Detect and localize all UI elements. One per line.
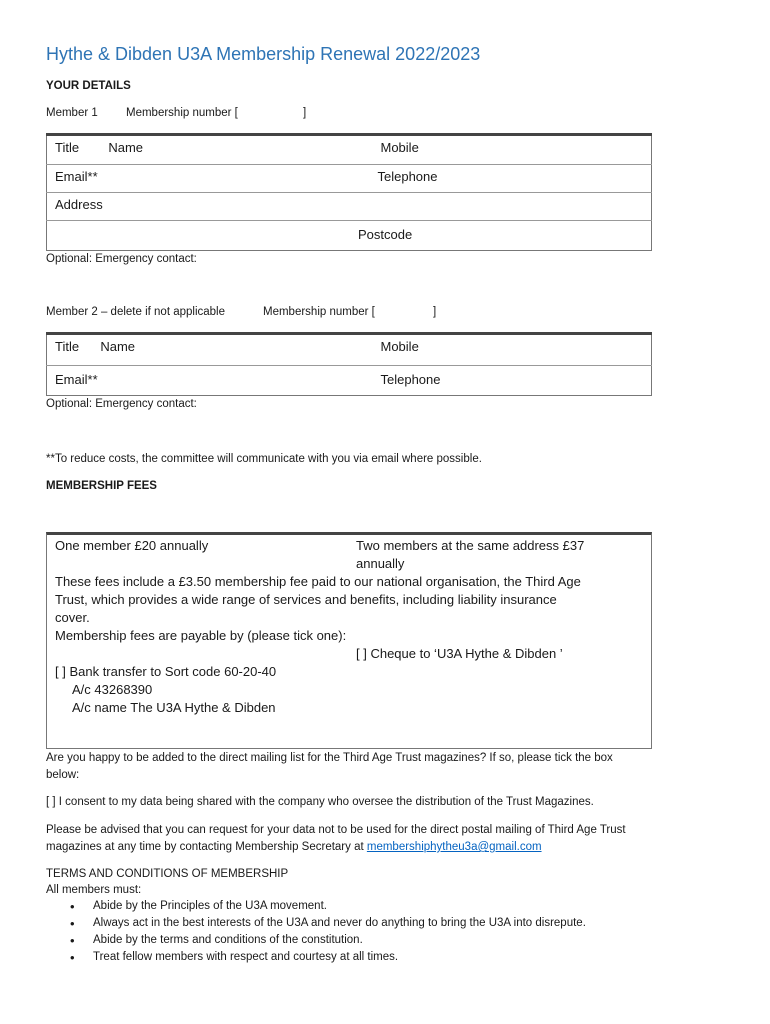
fee-two-members-line1: Two members at the same address £37 (356, 538, 585, 553)
terms-item: • Treat fellow members with respect and courtesy at all times. (46, 951, 586, 968)
data-advice-line2 (46, 841, 542, 853)
terms-item: • Abide by the terms and conditions of the constitution. (46, 934, 586, 951)
member1-number-close: ] (303, 107, 307, 119)
member2-telephone-label: Telephone (380, 372, 441, 387)
page-title: Hythe & Dibden U3A Membership Renewal 2022/2023 (46, 44, 481, 64)
member1-emergency-contact: Optional: Emergency contact: (46, 253, 197, 265)
member1-telephone-field[interactable] (367, 165, 652, 193)
member1-details-table (46, 133, 652, 251)
bank-account-number: A/c 43268390 (72, 682, 153, 697)
member1-name-label: Name (108, 140, 144, 155)
member1-title-name-field[interactable] (47, 135, 367, 165)
member2-number-label: Membership number [ (263, 306, 375, 318)
member1-number-label: Membership number [ (126, 107, 238, 119)
fee-include-line3: cover. (55, 610, 90, 625)
member1-telephone-label: Telephone (377, 169, 438, 184)
member1-postcode-field[interactable] (47, 221, 652, 251)
fee-payable-by: Membership fees are payable by (please tick one): (55, 628, 347, 643)
terms-item: • Always act in the best interests of the U3A and never do anything to bring the U3A into disrepute. (46, 917, 586, 934)
member2-mobile-label: Mobile (380, 339, 419, 354)
member2-emergency-contact: Optional: Emergency contact: (46, 398, 197, 410)
member1-address-field[interactable] (47, 193, 652, 221)
fee-include-line1: These fees include a £3.50 membership fee paid to our national organisation, the Third Age (55, 574, 581, 589)
membership-secretary-email-link[interactable]: membershiphytheu3a@gmail.com (366, 841, 542, 853)
fee-two-members-line2: annually (356, 556, 405, 571)
data-advice-text: magazines at any time by contacting Membership Secretary at (46, 841, 367, 853)
consent-checkbox-option[interactable]: [ ] I consent to my data being shared with the company who oversee the distribution of the Trust Magazines. (46, 796, 594, 808)
terms-list (46, 900, 586, 968)
member1-address-label: Address (55, 197, 103, 212)
member1-email-field[interactable] (47, 165, 367, 193)
member1-title-label: Title (55, 140, 80, 155)
mailing-question-line2: below: (46, 769, 80, 781)
member1-label: Member 1 (46, 107, 98, 119)
mailing-question-line1: Are you happy to be added to the direct mailing list for the Third Age Trust magazines? If so, please tick the box (46, 752, 613, 764)
member1-mobile-label: Mobile (380, 140, 419, 155)
member2-label: Member 2 – delete if not applicable (46, 306, 225, 318)
member2-title-name-field[interactable] (47, 334, 367, 366)
member1-email-label: Email** (55, 169, 98, 184)
member2-number-close: ] (433, 306, 437, 318)
cheque-option[interactable]: [ ] Cheque to ‘U3A Hythe & Dibden ’ (356, 646, 563, 661)
terms-item: • Abide by the Principles of the U3A movement. (46, 900, 586, 917)
bank-transfer-option[interactable]: [ ] Bank transfer to Sort code 60-20-40 (55, 664, 277, 679)
member2-email-field[interactable] (47, 366, 367, 396)
member2-details-table (46, 332, 652, 396)
membership-fees-box (46, 532, 652, 749)
membership-fees-heading: MEMBERSHIP FEES (46, 480, 157, 492)
member2-telephone-field[interactable] (367, 366, 652, 396)
fee-include-line2: Trust, which provides a wide range of services and benefits, including liability insurance (55, 592, 557, 607)
your-details-heading: YOUR DETAILS (46, 80, 131, 92)
member2-title-label: Title (55, 339, 80, 354)
terms-intro: All members must: (46, 884, 142, 896)
fee-one-member: One member £20 annually (55, 538, 209, 553)
email-note: **To reduce costs, the committee will communicate with you via email where possible. (46, 453, 482, 465)
member2-mobile-field[interactable] (367, 334, 652, 366)
member1-mobile-field[interactable] (367, 135, 652, 165)
member2-name-label: Name (100, 339, 136, 354)
member2-email-label: Email** (55, 372, 98, 387)
bank-account-name: A/c name The U3A Hythe & Dibden (72, 700, 276, 715)
terms-heading: TERMS AND CONDITIONS OF MEMBERSHIP (46, 868, 289, 880)
data-advice-line1: Please be advised that you can request for your data not to be used for the direct postal mailing of Third Age Trust (46, 824, 626, 836)
member1-postcode-label: Postcode (358, 227, 413, 242)
